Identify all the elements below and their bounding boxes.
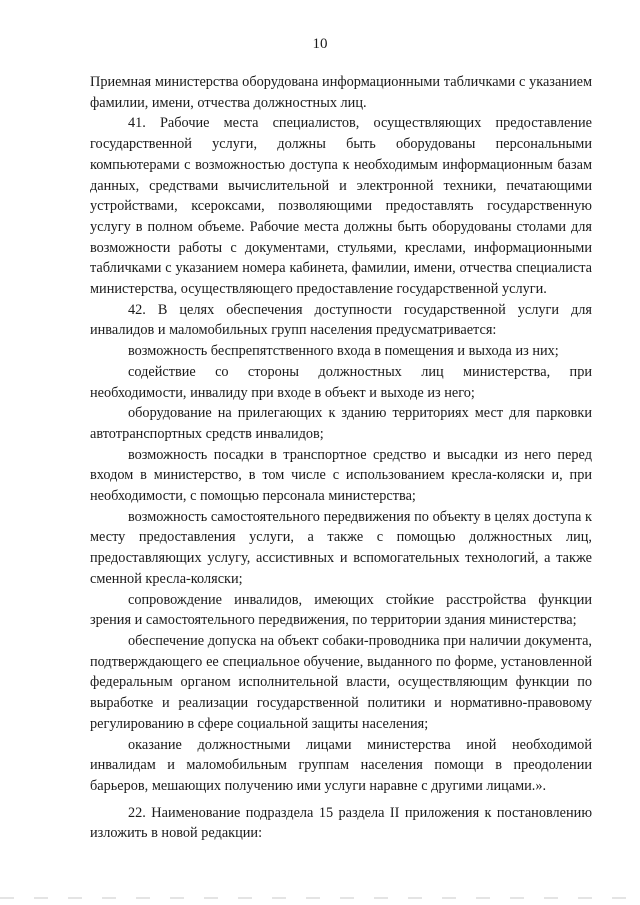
list-item-free-entry: возможность беспрепятственного входа в помещения и выхода из них; — [128, 343, 559, 360]
list-item-escort-visually-impaired: сопровождение инвалидов, имеющих стойкие расстройства функции зрения и самостоятельного передвижения, по территории здания министерства; — [90, 591, 592, 629]
document-body — [90, 72, 592, 844]
scan-edge-artifact — [0, 897, 640, 899]
paragraph-item-41: 41. Рабочие места специалистов, осуществляющих предоставление государственной услуги, должны быть оборудованы персональными компьютерами с возможностью доступа к необходимым информационным базам данных, средствами вычислительной и электронной техники, печатающими устройствами, ксероксами, позволяющими предоставлять государственную услугу в полном объеме. Рабочие места должны быть оборудованы столами для возможности работы с документами, стульями, креслами, информационными табличками с указанием номера кабинета, фамилии, имени, отчества специалиста министерства, осуществляющего предоставление государственной услуги. — [90, 115, 592, 298]
list-item-official-assistance: содействие со стороны должностных лиц министерства, при необходимости, инвалиду при входе в объект и выходе из него; — [90, 363, 592, 401]
paragraph-reception-continuation: Приемная министерства оборудована информационными табличками с указанием фамилии, имени, отчества должностных лиц. — [90, 74, 592, 111]
list-item-guide-dog: обеспечение допуска на объект собаки-проводника при наличии документа, подтверждающего ее специальное обучение, выданного по форме, установленной федеральным органом исполнительной власти, осуществляющим функции по выработке и реализации государственной политики и нормативно-правовому регулированию в сфере социальной защиты населения; — [90, 632, 592, 732]
paragraph-item-42: 42. В целях обеспечения доступности государственной услуги для инвалидов и маломобильных групп населения предусматривается: — [90, 301, 592, 339]
list-item-parking: оборудование на прилегающих к зданию территориях мест для парковки автотранспортных средств инвалидов; — [90, 405, 592, 442]
list-item-independent-movement: возможность самостоятельного передвижения по объекту в целях доступа к месту предоставления услуги, а также с помощью должностных лиц, предоставляющих услугу, ассистивных и вспомогательных технологий, а также сменной кресла-коляски; — [90, 508, 592, 587]
list-item-other-assistance: оказание должностными лицами министерства иной необходимой инвалидам и маломобильным группам населения помощи в преодолении барьеров, мешающих получению ими услуги наравне с другими лицами.». — [90, 736, 592, 794]
list-item-boarding-vehicle: возможность посадки в транспортное средство и высадки из него перед входом в министерство, в том числе с использованием кресла-коляски и, при необходимости, с помощью персонала министерства; — [90, 446, 592, 505]
page-number: 10 — [312, 36, 328, 52]
paragraph-item-22: 22. Наименование подраздела 15 раздела II приложения к постановлению изложить в новой редакции: — [90, 804, 592, 842]
